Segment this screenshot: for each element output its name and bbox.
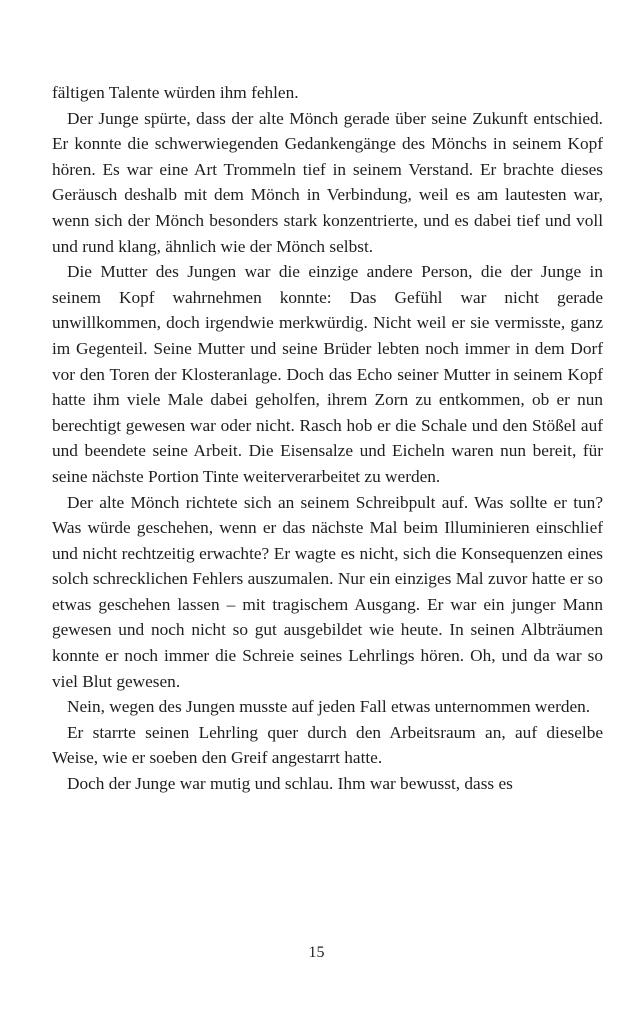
body-text — [52, 80, 603, 797]
page-number: 15 — [308, 944, 325, 961]
paragraph: Die Mutter des Jungen war die einzige andere Person, die der Junge in seinem Kopf wahrnehmen konnte: Das Gefühl war nicht gerade unwillkommen, doch irgendwie merkwürdig. Nicht weil er sie vermisste, ganz im Gegenteil. Seine Mutter und seine Brüder lebten noch immer in dem Dorf vor den Toren der Klosteranlage. Doch das Echo seiner Mutter in seinem Kopf hatte ihm viele Male dabei geholfen, ihrem Zorn zu entkommen, ob er nun berechtigt gewesen war oder nicht. Rasch hob er die Schale und den Stößel auf und beendete seine Arbeit. Die Eisensalze und Eicheln waren nun bereit, für seine nächste Portion Tinte weiterverarbeitet zu werden. — [52, 262, 603, 486]
paragraph: Doch der Junge war mutig und schlau. Ihm war bewusst, dass es — [67, 774, 513, 794]
paragraph: Nein, wegen des Jungen musste auf jeden Fall etwas unternommen werden. — [67, 697, 591, 717]
paragraph: Er starrte seinen Lehrling quer durch den Arbeitsraum an, auf dieselbe Weise, wie er soeben den Greif angestarrt hatte. — [52, 722, 603, 768]
paragraph-continuation: fältigen Talente würden ihm fehlen. — [52, 83, 299, 102]
paragraph: Der Junge spürte, dass der alte Mönch gerade über seine Zukunft entschied. Er konnte die schwerwiegenden Gedankengänge des Mönchs in seinem Kopf hören. Es war eine Art Trommeln tief in seinem Verstand. Er brachte dieses Geräusch deshalb mit dem Mönch in Verbindung, weil es am lautesten war, wenn sich der Mönch besonders stark konzentrierte, und es dabei tief und voll und rund klang, ähnlich wie der Mönch selbst. — [52, 108, 603, 256]
paragraph: Der alte Mönch richtete sich an seinem Schreibpult auf. Was sollte er tun? Was würde geschehen, wenn er das nächste Mal beim Illuminieren einschlief und nicht rechtzeitig erwachte? Er wagte es nicht, sich die Konsequenzen eines solch schrecklichen Fehlers auszumalen. Nur ein einziges Mal zuvor hatte er so etwas geschehen lassen – mit tragischem Ausgang. Er war ein junger Mann gewesen und noch nicht so gut ausgebildet wie heute. In seinen Albträumen konnte er noch immer die Schreie seines Lehrlings hören. Oh, und da war so viel Blut gewesen. — [52, 492, 603, 691]
